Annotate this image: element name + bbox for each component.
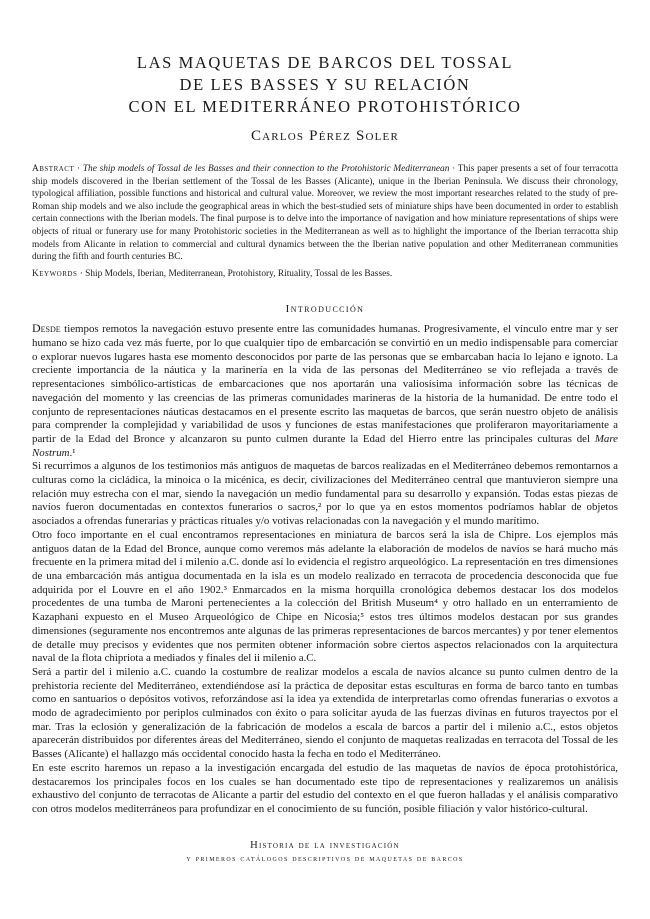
section-heading-historia [32, 839, 618, 865]
abstract-label: Abstract [32, 164, 75, 174]
section-heading-historia-line-1: Historia de la investigación [250, 839, 400, 851]
paragraph-5: En este escrito haremos un repaso a la investigación encargada del estudio de las maquetas de navíos de época protohistórica, destacaremos los principales focos en los cuales se han documentado este tipo de representaciones y realizaremos un análisis exhaustivo del conjunto de terracotas de Alicante a partir del estudio del contexto en el que fueron halladas y el análisis comparativo con otros modelos mediterráneos para profundizar en el conocimiento de su función, posible filiación y valor histórico-cultural. [32, 761, 618, 815]
paragraph-2: Si recurrimos a algunos de los testimonios más antiguos de maquetas de barcos realizadas en el Mediterráneo debemos remontarnos a culturas como la cicládica, la minoica o la micénica, es decir, civilizaciones del Mediterráneo central que mantuvieron siempre una relación muy estrecha con el mar, siendo la navegación un medio fundamental para su desarrollo y expansión. Todas estas piezas de navíos fueron documentadas en contextos funerarios o sacros,² por lo que ya en estos momentos podríamos hablar de objetos asociados a ofrendas funerarias y prácticas rituales y/o votivas relacionadas con la navegación y el mundo marítimo. [32, 460, 618, 528]
title-line-2: DE LES BASSES Y SU RELACIÓN [179, 75, 471, 94]
abstract-paper-title: The ship models of Tossal de les Basses and their connection to the Protohistoric Mediterranean [82, 164, 450, 174]
abstract-separator-2: · [449, 164, 458, 174]
section-heading-historia-line-2: y primeros catálogos descriptivos de maquetas de barcos [186, 852, 464, 863]
article-page [32, 0, 618, 865]
title-line-1: LAS MAQUETAS DE BARCOS DEL TOSSAL [136, 53, 514, 72]
abstract [32, 163, 618, 264]
keywords [32, 268, 618, 281]
paragraph-1-lead: Desde [32, 321, 61, 336]
article-title [32, 52, 618, 118]
keywords-separator: · [77, 268, 86, 279]
paragraph-1 [32, 322, 618, 460]
paragraph-1-text-a: tiempos remotos la navegación estuvo presente entre las comunidades humanas. Progresivamente, el vínculo entre mar y ser humano se hizo cada vez más fuerte, por lo que cualquier tipo de embarcación se convirtió en un medio indispensable para comerciar o explorar nuevos lugares hasta ese momento desconocidos por parte de las personas que se embarcaban hacia lo lejano e ignoto. La creciente importancia de la náutica y la marinería en la vida de las personas del Mediterráneo se vio reflejada a través de representaciones simbólico-artísticas de embarcaciones que nos aportarán una valiosísima información sobre las técnicas de navegación del momento y las creencias de las primeras comunidades marineras de la historia de la humanidad. De entre todo el conjunto de representaciones náuticas destacamos en el presente escrito las maquetas de barcos, que serán nuestro objeto de análisis para comprender la complejidad y variabilidad de usos y funciones de estas manifestaciones que proliferaron mayoritariamente a partir de la Edad del Bronce y alcanzaron su punto culmen durante la Edad del Hierro entre las principales culturas del [32, 323, 618, 445]
keywords-label: Keywords [32, 268, 78, 279]
abstract-separator: · [74, 164, 83, 174]
paragraph-1-text-b: .¹ [69, 446, 76, 459]
keywords-text: Ship Models, Iberian, Mediterranean, Protohistory, Rituality, Tossal de les Basses. [85, 268, 393, 279]
paragraph-4: Será a partir del i milenio a.C. cuando la costumbre de realizar modelos a escala de navíos alcance su punto culmen dentro de la prehistoria reciente del Mediterráneo, extendiéndose así la práctica de depositar estas esculturas en forma de barco tanto en tumbas como en santuarios o depósitos votivos, reforzándose así la idea ya extendida de interpretarlas como ofrendas funerarias o exvotos a modo de agradecimiento por periplos culminados con éxito o para solicitar ayuda de las fuerzas divinas en futuros trayectos por el mar. Tras la eclosión y generalización de la fabricación de modelos a escala de barcos a partir del i milenio a.C., estos objetos aparecerán distribuidos por diferentes áreas del Mediterráneo, siendo el conjunto de maquetas realizadas en terracota del Tossal de les Basses (Alicante) el hallazgo más occidental conocido hasta la fecha en todo el Mediterráneo. [32, 665, 618, 761]
author-name: Carlos Pérez Soler [250, 128, 400, 144]
paragraph-3: Otro foco importante en el cual encontramos representaciones en miniatura de barcos será la isla de Chipre. Los ejemplos más antiguos datan de la Edad del Bronce, aunque como veremos más adelante la elaboración de modelos de navíos se hará mucho más frecuente en la primera mitad del i milenio a.C. donde así lo evidencia el registro arqueológico. La representación en tres dimensiones de una embarcación más antigua documentada en la isla es un modelo realizado en terracota de procedencia desconocida que fue adquirida por el Louvre en el año 1902.³ Enmarcados en la misma horquilla cronológica debemos destacar los dos modelos procedentes de una tumba de Maroni pertenecientes a la colección del British Museum⁴ y otro hallado en un enterramiento de Kazaphani expuesto en el Museo Arqueológico de Chipe en Nicosia;⁵ estos tres últimos modelos destacan por sus grandes dimensiones (seguramente nos encontremos ante algunas de las primeras representaciones de barcos mercantes) y por tener elementos de detalle muy precisos y evidentes que nos permiten obtener información sobre ciertos aspectos relacionados con la arquitectura naval de la flota chipriota a mediados y finales del ii milenio a.C. [32, 528, 618, 665]
section-heading-introduccion: Introducción [285, 303, 365, 316]
title-line-3: CON EL MEDITERRÁNEO PROTOHISTÓRICO [128, 97, 522, 116]
paragraph-1-italic: Mare Nostrum [32, 432, 618, 459]
abstract-text: This paper presents a set of four terracotta ship models discovered in the Iberian settlement of the Tossal de les Basses (Alicante), unique in the Iberian Peninsula. We discuss their chronology, typological affiliation, possible functions and historical and cultural value. Moreover, we review the most important researches related to the study of pre-Roman ship models and we also include the geographical areas in which the best-studied sets of miniature ships have been documented in order to establish certain connections with the Iberian models. The final purpose is to delve into the importance of navigation and how miniature representations of ships were objects of ritual or funerary use for many Protohistoric societies in the Mediterranean as well as to highlight the importance of the Iberian terracotta ship models from Alicante in relation to commercial and cultural dynamics between the the Iberian native population and other Mediterranean communities during the fifth and fourth centuries BC. [32, 164, 618, 263]
